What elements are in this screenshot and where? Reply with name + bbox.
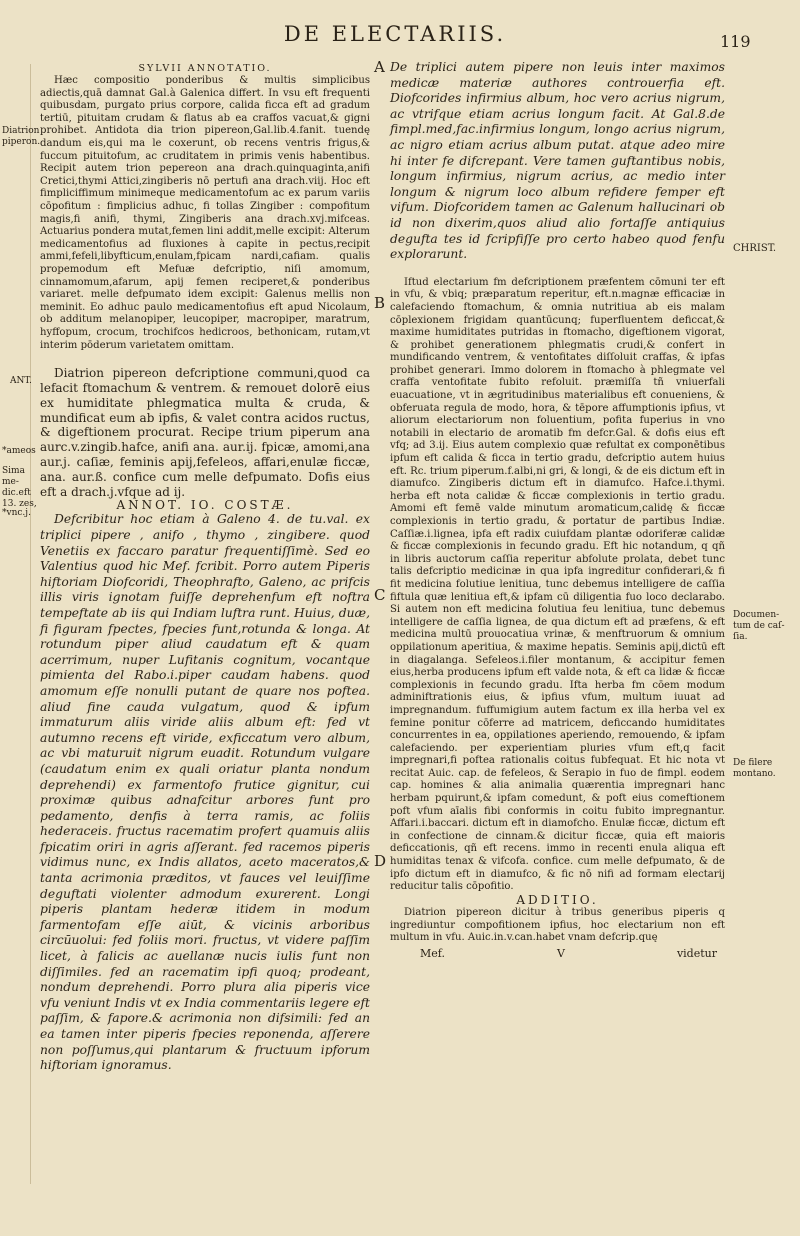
margin-note-filere: De filere montano. [733,758,776,779]
spacer [40,352,370,366]
pepper-controversy-text: De triplici autem pipere non leuis inter maximos medicæ materiæ authores controuerfia eft. Diofcorides infirmius album, hoc vero acrius nigrum, ac vtrifque etiam acrius longum facit. At Gal.8.de fimpl.med,fac.infirmius longum, longo acrius nigrum, ac nigro etiam acrius album putat. atque adeo mire hi inter fe difcrepant. Vere tamen guftantibus nobis, longum infirmius, nigrum acrius, ac medio inter longum & nigrum loco album refidere femper eft vifum. Diofcoridem tamen ac Galenum hallucinari ob id non dixerim,quos aliud alio fortaſſe antiquius degufta tes id fcripfiſſe pro certo habeo quod fenfu explorarunt. [390,60,725,262]
costa-annotation: Defcribitur hoc etiam à Galeno 4. de tu.val. ex triplici pipere , anifo , thymo , zingibere. quod Venetiis ex faccaro paratur frequentiſſimè. Sed eo Valentius quod hic Mef. fcribit. Porro autem Piperis hiftoriam Diofcoridi, Theophrafto, Galeno, ac prifcis illis viris ignotam fuiſſe deprehenfum eft noftra tempeftate ab iis qui Indiam luftra runt. Huius, duæ, fi figuram fpectes, fpecies funt,rotunda & longa. At rotundum piper aliud caudatum eft & quam acerrimum, nuper Lufitanis cognitum, vocantque pimienta del Rabo.i.piper caudam habens. quod amomum eſſe nonulli putant de quare nos poftea. aliud fine cauda vulgatum, quod & ipfum immaturum aliis viride aliis album eft: fed vt autumno recens eft viride, exficcatum vero album, ac vbi maturuit nigrum euadit. Rotundum vulgare (caudatum enim ex quali oriatur planta nondum deprehendi) ex farmentofo frutice gignitur, cui proximæ quibus adnafcitur arbores funt pro pedamento, denfis à terra ramis, ac foliis hederaceis. fructus racematim profert quamuis aliis fpicatim oriri in agris aſſerant. fed racemos piperis vidimus nunc, ex Indis allatos, aceto maceratos,& tanta acrimonia præditos, vt fauces vel leuiſſime deguftati violenter admodum exurerent. Longi piperis plantam hederæ itidem in modum farmentofam eſſe aiūt, & vicinis arboribus circūuolui: fed foliis mori. fructus, vt videre paſſim licet, à falicis ac auellanæ nucis iulis funt non diſſimiles. fed an racematim ipfi quoq; prodeant, nondum deprehendi. Porro plura alia piperis vice vfu veniunt Indis vt ex India commentariis legere eft paſſim, & fapore.& acrimonia non difsimili: fed an ea tamen inter piperis fpecies reponenda, aſſerere non poſſumus,qui plantarum & fructuum ipforum hiftoriam ignoramus. [40,512,370,1073]
additio-text: Diatrion pipereon dicitur à tribus generibus piperis q ingrediuntur compofitionem ipfius, hoc electarium non eft multum in vfu. Auic.in.v.can.habet vnam defcrip.quę [390,906,725,944]
spacer [390,263,725,277]
sylvius-heading: SYLVII ANNOTATIO. [138,63,272,74]
catchword-right: videtur [676,946,717,960]
left-column [40,62,370,1074]
section-letter-c: C [374,586,386,604]
right-column [390,60,725,960]
costa-heading: ANNOT. IO. COSTÆ. [116,498,294,513]
page-number: 119 [720,32,751,51]
left-edge-rule [30,64,31,1184]
margin-note-sima: Sima me- dic.eft 13. zes, [2,466,37,509]
catchword-line [390,945,725,960]
section-letter-d: D [374,852,387,870]
antidotarium-text: Diatrion pipereon defcriptione communi,quod ca lefacit ftomachum & ventrem. & remouet dolorē eius ex humiditate phlegmatica multa & cruda, & mundificat eum ab ipfis, & valet contra acidos ructus, & digeftionem procurat. Recipe trium piperum ana aurc.v.zingib.hafce, anifi ana. aur.ij. fpicæ, amomi,ana aur.j. caſiæ, feminis apij,fefeleos, affari,enulæ ficcæ, ana. aur.ß. confice cum melle defpumato. Dofis eius eft a drach.j.vfque ad ij. [40,366,370,499]
margin-note-ant: ANT. [10,376,32,386]
section-letter-a: A [374,58,385,76]
additio-heading: ADDITIO. [516,892,599,907]
margin-note-ameos: *ameos [2,446,36,456]
section-letter-b: B [374,294,386,312]
margin-note-christ: CHRIST. [733,243,777,254]
catchword-left: Mef. [420,946,445,960]
running-title: DE ELECTARIIS. [283,22,507,46]
margin-note-diatrion: Diatrion piperon. [2,126,41,147]
signature-mark: V [556,946,565,960]
margin-note-documentum: Documen- tum de caſ- ſia. [733,610,785,642]
margin-note-vncj: *vnc.j. [2,508,31,518]
christophorus-commentary: Iftud electarium fm defcriptionem præfentem cōmuni ter eft in vfu, & vbiq; præparatum reperitur, eft.n.magnæ efficaciæ in calefaciendo ftomachum, & omnia nutritiua ab eis malam cōplexionem frigidam quantūcunq; fuperfluentem deficcat,& maxime humiditates putridas in ftomacho, digeftionem vigorat, & prohibet generationem phlegmatis crudi,& confert in mundificando ventrem, & ventofitates diſſoluit craffas, & ipfas prohibet generari. Immo dolorem in ftomacho à phlegmate vel craffa ventofitate fubito refoluit. præmiſſa tñ vniuerfali euacuatione, vt in ægritudinibus materialibus eft conueniens, & obferuata regula de modo, hora, & tēpore affumptionis ipfius, vt aliorum electariorum non foluentium, pofita fuperius in vno notabili in electario de aromatib fm defcr.Gal. & dofis eius eft vfq; ad 3.ij. Eius autem complexio quæ refultat ex componētibus ipfum eft calida & ficca in tertio gradu, defcriptio autem huius eft. Rc. trium piperum.f.albi,ni gri, & longi, & de eis dictum eft in diamufco. Zingiberis dictum eft in diamufco. Hafce.i.thymi. herba eft nota calidæ & ficcæ complexionis in tertio gradu. Amomi eft femē valde minutum aromaticum,calidę & ficcæ complexionis in tertio gradu, & portatur de partibus Indiæ. Caſſiæ.i.lignea, ipfa eft radix cuiufdam plantæ odoriferæ calidæ & ficcæ complexionis in fecundo gradu. Eft hic notandum, q qñ in libris auctorum caſſia reperitur abfolute prolata, debet tunc talis defcriptio medicinæ in qua ipfa ingreditur confiderari,& fi fit medicina folutiue lenitiua, tunc debemus intelligere de caſſia fiftula quæ lenitiua eft,& ipfam cū diligentia fuo loco declarabo. Si autem non eft medicina folutiua feu lenitiua, tunc debemus intelligere de caſſia lignea, de qua dictum eft ad præfens, & eft medicina multū prouocatiua vrinæ, & menftruorum & omnium oppilationum aperitiua, & maxime hepatis. Seminis apij,dictū eft in diagalanga. Sefeleos.i.filer montanum, & accipitur femen eius,herba producens ipfum eft valde nota, & eft ca lidæ & ficcæ complexionis in fecundo gradu. Ifta herba fm cōem modum adminiftrationis eius, & ipfius vfum, multum iuuat ad impregnandum. fuffumigium autem factum ex illa herba vel ex femine ponitur cōferre ad matricem, deficcando humiditates concurrentes in ea, oppilationes aperiendo, remouendo, & ipfam calefaciendo. per experientiam pluries vfum eft,q facit impregnari,fi poftea rationalis coitus fubfequat. Et hic nota vt recitat Auic. cap. de fefeleos, & Serapio in fuo de fimpl. eodem cap. homines & alia animalia quærentia impregnari hanc herbam pquirunt,& ipfam comedunt, & poft eius comeftionem poft vfum aīalis fibi conformis in coitu fubito impregnantur. Affari.i.baccari. dictum eft in diamofcho. Enulæ ficcæ, dictum eft in confectione de cinnam.& dicitur ficcæ, quia eft maioris deficcationis, qñ eft recens. immo in recenti enula aliqua eft humiditas tenax & vifcofa. confice. cum melle defpumato, & de ipfo dictum eft in diamufco, & fic nō nifi ad formam electarij reducitur talis cōpofitio. [390,276,725,893]
sylvius-annotation: Hæc compositio ponderibus & multis simplicibus adiectis,quā damnat Gal.à Galenica differt. In vsu eft frequenti quibusdam, purgato prius corpore, calida ficca eft ad gradum tertiū, pituitam crudam & flatus ab ea craffos vacuat,& gigni prohibet. Antidota dia trion pipereon,Gal.lib.4.fanit. tuendę dandum eis,qui ma le coxerunt, ob recens ventris frigus,& fuccum pituitofum, ac cruditatem in primis venis habentibus. Recipit autem trion pepereon ana drach.quinquaginta,anifi Cretici,thymi Attici,zingiberis nō pertufi ana drach.viij. Hoc eft fimpliciffimum minimeque medicamentofum ac ex parum variis cōpofitum : fimplicius adhuc, fi tollas Zingiber : compofitum magis,fi anifi, thymi, Zingiberis ana drach.xvj.mifceas. Actuarius pondera mutat,femen lini addit,melle excipit: Alterum medicamentofius ad fluxiones à capite in pectus,recipit ammi,fefeli,libyfticum,enulam,fpicam nardi,cafiam. qualis propemodum eft Mefuæ defcriptio, niſi amomum, cinnamomum,afarum, apij femen reciperet,& ponderibus variaret. melle defpumato idem excipit: Galenus mellis non meminit. Eo adhuc paulo medicamentofius eft apud Nicolaum, ob additum melanopiper, leucopiper, macropiper, maratrum, hyffopum, crocum, trochifcos hedicroos, bethonicam, rutam,vt interim pōderum varietatem omittam. [40,75,370,351]
